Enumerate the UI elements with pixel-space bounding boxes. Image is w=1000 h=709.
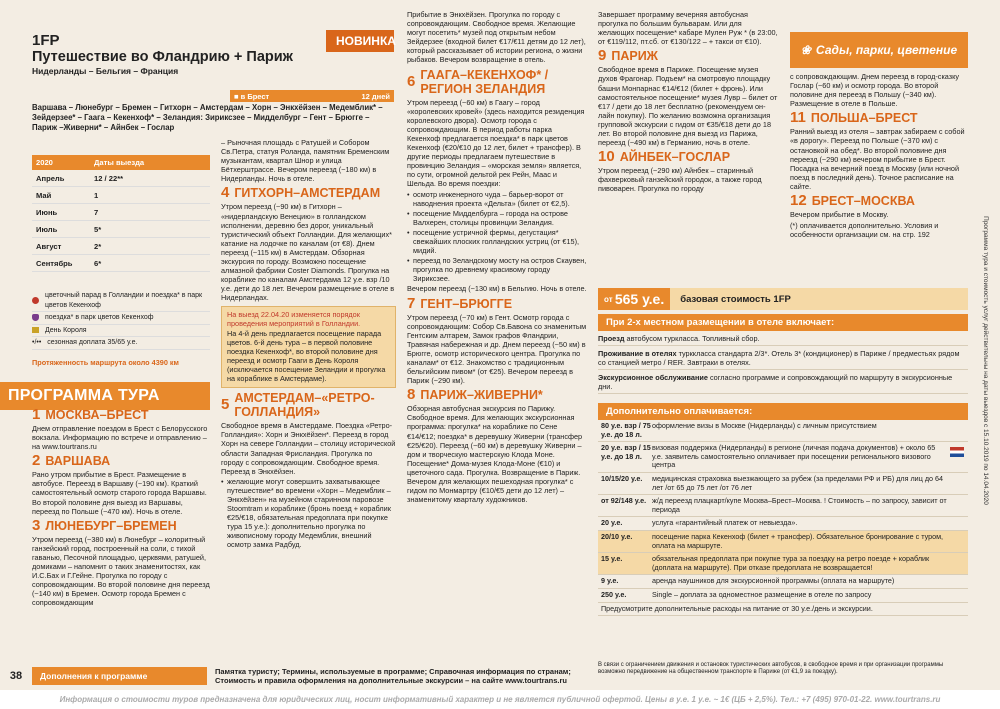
bus-icon: ■ bbox=[234, 91, 239, 101]
day-text: Утром переезд (~70 км) в Гент. Осмотр города с сопровождающим: Собор Св.Бавона со знаменитым Гентским алтарем, Замок графов Фландрии, Травяная набережная и др. Днем переезд (~50 км) в Брюгге, осмотр исторического центра. Прогулка по каналам* от €12. Знакомство с традиционным бельгийским пивом* (от €25). Вечером переезд в Париж (~290 км). bbox=[407, 312, 587, 386]
extra-row bbox=[598, 531, 968, 553]
day-3 bbox=[32, 516, 210, 608]
legend-item bbox=[32, 312, 210, 325]
column-2 bbox=[221, 138, 396, 658]
included-item bbox=[598, 332, 968, 346]
column-5 bbox=[790, 72, 968, 287]
dot-icon: •/•• bbox=[32, 339, 42, 346]
footer-bar bbox=[0, 667, 585, 685]
price-from: от 565 у.е. bbox=[598, 288, 670, 310]
month: Август bbox=[36, 241, 62, 251]
dates-row bbox=[32, 187, 210, 204]
disclaimer: Информация о стоимости туров предназначена для юридических лиц, носит информативный характер и не является публичной офертой. Цены в у.е. 1 у.е. ~ 1€ (ЦБ + 2,5%). Тел.: +7 (495) 970-01-22. www.tourtrans.ru bbox=[0, 690, 1000, 709]
day-number: 3 bbox=[32, 516, 41, 534]
extra-footnote: Предусмотрите дополнительные расходы на питание от 30 у.е./день и экскурсии. bbox=[598, 603, 968, 617]
legend-text: цветочный парад в Голландии и поездка* в парк цветов Кекенхоф bbox=[45, 292, 203, 309]
column-3 bbox=[407, 10, 587, 660]
notice-body: На 4-й день предлагается посещение парада цветов. 6-й день тура – в первой половине поездка Кекенхоф*, во второй половине дня переезд и осмотр Гааги в День Короля (исключается посещение Зеландии и прогулка на кораблике в Амстердаме). bbox=[227, 328, 386, 384]
day-title: ПАРИЖ bbox=[611, 49, 658, 64]
dates-row bbox=[32, 221, 210, 238]
day6-list-item: • посещение устричной фермы, дегустация* свежайших плоских голландских устриц (от €15), мидий. bbox=[407, 228, 587, 255]
day6-end: Вечером переезд (~130 км) в Бельгию. Ночь в отеле. bbox=[407, 284, 587, 294]
extra-desc: оформление визы в Москве (Нидерланды) с личным присутствием bbox=[652, 421, 877, 430]
included-key: Проезд bbox=[598, 334, 625, 343]
day-text: Днем отправление поездом в Брест с Белорусского вокзала. Информацию по встрече и отправлению – на www.tourtrans.ru bbox=[32, 424, 208, 452]
flower-icon bbox=[32, 297, 39, 304]
day-text: Утром переезд (~60 км) в Гаагу – город «королевских кровей» (здесь находится резиденция королевского двора). Осмотр города с сопровождающим. В период работы парка Кекенхоф предлагается поездка* в парк цветов Кекенхоф (€20/€10 до 12 лет, билет + трансфер). В другие периоды предлагаем путешествие в провинцию Зеландия – «морская земля» является, по сути, огромной дельтой рек Рейн, Маас и Шельда. Во время поездки: bbox=[407, 97, 585, 189]
day-title: ЛЮНЕБУРГ–БРЕМЕН bbox=[45, 518, 177, 533]
day-title: ВАРШАВА bbox=[45, 454, 111, 469]
crown-icon bbox=[32, 327, 39, 333]
extra-price: 9 у.е. bbox=[601, 576, 619, 586]
extra-desc: Single – доплата за одноместное размещение в отеле по запросу bbox=[652, 589, 872, 599]
day-title: МОСКВА–БРЕСТ bbox=[45, 408, 149, 422]
day-text: Ранний выезд из отеля – завтрак забираем с собой «в дорогу». Переезд по Польше (~370 км) с остановкой на обед*. Во второй половине дня переезд (~290 км) вечером прибытие в Брест. Посадка на вечерний поезд в Москву (или ночной поезд в последний день). Точное расписание на сайте. bbox=[790, 127, 965, 191]
tour-code: 1FP bbox=[32, 32, 60, 49]
day-number: 6 bbox=[407, 72, 416, 90]
price-bar bbox=[598, 288, 968, 310]
day-6 bbox=[407, 68, 587, 189]
price-amount: 565 у.е. bbox=[614, 291, 665, 307]
day-number: 7 bbox=[407, 294, 416, 312]
extra-row bbox=[598, 575, 968, 589]
day-title: ГИТХОРН–АМСТЕРДАМ bbox=[234, 186, 381, 201]
day-number: 8 bbox=[407, 386, 416, 404]
day-number: 5 bbox=[221, 396, 230, 414]
month: Июль bbox=[36, 224, 58, 234]
day6-list-item: • переезд по Зеландскому мосту на остров Скаувен, прогулка по древнему красивому городу Зириксзее. bbox=[407, 256, 587, 283]
included-key: Проживание в отелях bbox=[598, 349, 677, 358]
day-number: 10 bbox=[598, 148, 615, 166]
day6-list-item: • посещение Мидделбурга – города на острове Валхерен, столицы провинции Зеландия. bbox=[407, 209, 587, 227]
day-text: Утром переезд (~90 км) в Гитхорн – «нидерландскую Венецию» в голландском исполнении, деревню без дорог, уникальный туристический объект Голландии. Для желающих* катание на лодочке по каналам (от €8). Днем переезд (~115 км) в Амстердам. Обзорная экскурсия по городу. Возможно посещение алмазной фабрики Coster Diamonds. Прогулка на кораблике по каналам Амстердама 12 у.е. взр /10 у.е. дети до 18 лет. Вечером размещение в отеле в Нидерландах. bbox=[221, 202, 395, 303]
col4-top: Завершает программу вечерняя автобусная прогулка по большим бульварам. Или для желающих посещение* кабаре Мулен Руж * (в 23:00, от €119/112, пт.сб. от €130/122 – + такси от €10). bbox=[598, 10, 778, 47]
fine-print: В связи с ограничением движения и остановок туристических автобусов, в свободное время и при организации программы возможно передвижение на общественном транспорте в Париже (от €1,9 за поездку). bbox=[598, 662, 944, 676]
day-text: Свободное время в Амстердаме. Поездка «Ретро-Голландия»: Хорн и Энкхёйзен*. Переезд в город Хорн на севере Голландии – столицу исторической области Западная Фрисландия. Прогулка по городу с сопровождающим. Свободное время. Переезд в Энкхёйзен. bbox=[221, 421, 396, 476]
day-4 bbox=[221, 186, 396, 302]
date-value[interactable]: 1 bbox=[94, 190, 99, 200]
day-heading bbox=[598, 150, 778, 164]
extra-price: 250 у.е. bbox=[601, 589, 627, 599]
day-heading bbox=[32, 454, 210, 468]
dates-row bbox=[32, 255, 210, 272]
day10-continued: с сопровождающим. Днем переезд в город-сказку Гослар (~60 км) и осмотр города. Во второй половине дня переезд в Польшу (~340 км). Размещение в отеле в Польше. bbox=[790, 72, 960, 109]
route-length: Протяженность маршрута около 4390 км bbox=[32, 358, 179, 367]
day-heading bbox=[221, 186, 396, 200]
month: Июнь bbox=[36, 207, 58, 217]
extra-desc: посещение парка Кекенхоф (билет + трансфер). Обязательное бронирование с туром, оплата на маршруте. bbox=[652, 531, 944, 550]
day-number: 2 bbox=[32, 452, 41, 470]
legend bbox=[32, 290, 210, 350]
legend-item bbox=[32, 325, 210, 338]
dates-row bbox=[32, 238, 210, 255]
tulip-icon bbox=[32, 314, 39, 321]
date-value[interactable]: 6* bbox=[94, 258, 102, 268]
day-12 bbox=[790, 194, 968, 219]
included-header: При 2-х местном размещении в отеле включает: bbox=[598, 314, 968, 331]
extra-price: от 92/148 у.е. bbox=[601, 496, 647, 506]
flower-branch-icon: ❀ bbox=[800, 43, 811, 57]
notice-head: На выезд 22.04.20 изменяется порядок проведения мероприятий в Голландии. bbox=[227, 309, 361, 328]
extra-row bbox=[598, 473, 968, 495]
day-heading bbox=[32, 408, 210, 422]
page-number: 38 bbox=[9, 670, 23, 682]
included-value: согласно программе и сопровождающий по маршруту в экскурсионные дни. bbox=[598, 373, 953, 391]
new-badge: НОВИНКА bbox=[326, 30, 394, 52]
tour-countries: Нидерланды – Бельгия – Франция bbox=[32, 66, 179, 77]
day3-continued: – Рыночная площадь с Ратушей и Собором Св.Петра, статуя Роланда, памятник Бременским музыкантам, квартал Шнор и улица Бётхерштрассе. Вечером переезд (~180 км) в Нидерланды. Ночь в отеле. bbox=[221, 138, 390, 184]
date-value[interactable]: 2* bbox=[94, 241, 102, 251]
transport-mode: в Брест bbox=[240, 91, 270, 101]
price-label: базовая стоимость 1FP bbox=[680, 293, 791, 305]
column-1-days bbox=[32, 405, 210, 665]
footer-links[interactable]: Памятка туристу; Термины, используемые в программе; Справочная информация по странам; Стоимость и правила оформления на дополнительные экскурсии – на сайте www.tourtrans.ru bbox=[215, 667, 571, 685]
day-7 bbox=[407, 294, 587, 386]
day-text: Утром переезд (~290 км) Айнбек – старинный фахверковый ганзейский городок, а также город пивоварен. Прогулка по городу bbox=[598, 166, 762, 194]
day-number: 9 bbox=[598, 47, 607, 65]
day-title: АМСТЕРДАМ–«РЕТРО-ГОЛЛАНДИЯ» bbox=[234, 391, 375, 420]
legend-text: поездка* в парк цветов Кекенхоф bbox=[45, 314, 154, 321]
extra-desc: услуга «гарантийный платеж от невыезда». bbox=[652, 518, 798, 528]
tour-duration: 12 дней bbox=[361, 91, 390, 101]
month: Май bbox=[36, 190, 52, 200]
day-title: ПОЛЬША–БРЕСТ bbox=[810, 111, 918, 126]
extra-price: 80 у.е. взр / 75 у.е. до 18 л. bbox=[601, 421, 651, 439]
included-value: турккласса стандарта 2/3*. Отель 3* (кондиционер) в Париже / предместьях рядом со станцией метро / RER. Завтраки в отелях. bbox=[598, 349, 960, 367]
dates-year: 2020 bbox=[36, 158, 53, 167]
date-value[interactable]: 12 / 22** bbox=[94, 173, 124, 183]
day-1 bbox=[32, 408, 210, 451]
day-number: 1 bbox=[32, 406, 41, 423]
date-value[interactable]: 5* bbox=[94, 224, 102, 234]
side-note-wrap bbox=[976, 60, 994, 660]
dates-row bbox=[32, 170, 210, 187]
day-text: Рано утром прибытие в Брест. Размещение в автобусе. Переезд в Варшаву (~190 км). Краткий самостоятельный осмотр старого города Варшавы. Во второй половине дня выезд из Варшавы, переезд по Польше (~470 км). Ночь в отеле. bbox=[32, 470, 207, 516]
legend-text: День Короля bbox=[45, 326, 87, 334]
dates-header: Даты выезда bbox=[94, 158, 145, 167]
day-text: Свободное время в Париже. Посещение музея духов Фрагонар. Подъем* на смотровую площадку башни Монпарнас €14/€12 (билет + фронь). Или самостоятельное посещение* музея Лувр – билет от €17 / дети до 18 лет бесплатно (рекомендуем он-лайн покупку). По желанию возможна организация групповой экскурсии с гидом от €35/€18 дети до 18 лет. Во второй половине дня выезд из Парижа, переезд (~490 км) в Германию, ночь в отеле. bbox=[598, 65, 778, 148]
extra-price: 10/15/20 у.е. bbox=[601, 473, 643, 483]
day-title: БРЕСТ–МОСКВА bbox=[811, 194, 915, 209]
day-heading bbox=[598, 49, 778, 63]
extra-price: 20 у.е. bbox=[601, 518, 623, 528]
day-heading bbox=[407, 68, 587, 96]
more-info-link[interactable]: Дополнения к программе bbox=[32, 667, 207, 685]
day-heading bbox=[32, 516, 210, 534]
extra-desc: аренда наушников для экскурсионной программы (оплата на маршруте) bbox=[652, 576, 895, 586]
netherlands-flag-icon bbox=[950, 447, 964, 457]
day-5 bbox=[221, 391, 396, 476]
extra-table bbox=[598, 420, 968, 616]
day-2 bbox=[32, 454, 210, 515]
program-title: ПРОГРАММА ТУРА bbox=[0, 382, 210, 410]
extra-row bbox=[598, 495, 968, 517]
day-heading bbox=[790, 194, 968, 208]
day-9 bbox=[598, 49, 778, 147]
column-4 bbox=[598, 10, 778, 280]
dates-table bbox=[32, 155, 210, 272]
included-item bbox=[598, 347, 968, 370]
extra-price: 15 у.е. bbox=[601, 554, 623, 564]
day-number: 12 bbox=[790, 192, 807, 210]
day-heading bbox=[790, 111, 968, 125]
legend-item bbox=[32, 290, 210, 312]
day6-list-item: • осмотр инженерного чуда – барьер-ворот от наводнения проекта «Дельта» (билет от €2,5). bbox=[407, 190, 587, 208]
day-heading bbox=[407, 388, 587, 402]
month: Сентябрь bbox=[36, 258, 73, 268]
day-number: 11 bbox=[790, 109, 806, 127]
day-10 bbox=[598, 150, 778, 193]
month: Апрель bbox=[36, 173, 65, 183]
day5-list-item: • желающие могут совершить захватывающее путешествие* во времени «Хорн – Медемблик – Энкхёйзен» на музейном старинном паровозе Stoomtram и кораблике (бронь поезд + кораблик €25/€18, обязательная предоплата при покупке тура 15 у.е.): дополнительно прогулка по живописному городу Медемблик, внешний осмотр замка Радбуд. bbox=[221, 477, 396, 550]
extra-desc: ж/д переезд плацкарт/купе Москва–Брест–Москва. ! Стоимость – по запросу, зависит от периода bbox=[652, 496, 947, 514]
day-number: 4 bbox=[221, 184, 230, 202]
day-8 bbox=[407, 388, 587, 504]
gardens-tag bbox=[790, 32, 968, 68]
included-key: Экскурсионное обслуживание bbox=[598, 373, 708, 382]
day-heading bbox=[407, 294, 587, 312]
extra-header: Дополнительно оплачивается: bbox=[598, 403, 968, 420]
included-item bbox=[598, 371, 968, 394]
date-value[interactable]: 7 bbox=[94, 207, 99, 217]
day-title: АЙНБЕК–ГОСЛАР bbox=[619, 150, 731, 165]
transport-bar bbox=[230, 90, 394, 102]
dates-row bbox=[32, 204, 210, 221]
day-text: Обзорная автобусная экскурсия по Парижу. Свободное время. Для желающих экскурсионная программа: прогулка* на кораблике по Сене €14/€12; поездка* в деревушку Живерни (трансфер €25/€20). Переезд (~60 км) в деревушку Живерни – дом и творческую мастерскую Клода Моне. Посещение* Дома-музея Клода-Моне (€10) и цветочного сада. Прогулка. Возвращение в Париж. Вечером для желающих пешеходная прогулка* с гидом по Монмартру (€10/€5 дети до 12 лет) – знаменитому кварталу художников. bbox=[407, 404, 583, 505]
day-11 bbox=[790, 111, 968, 191]
notice-box bbox=[221, 306, 396, 389]
col3-top: Прибытие в Энкхёйзен. Прогулка по городу с сопровождающим. Свободное время. Желающие могут посетить* музей под открытым небом Зейдерзее (входной билет €17/€11 детям до 12 лет), который рассказывает об истории региона, о жизни рыбаков. Вечером возвращение в отель. bbox=[407, 10, 586, 65]
extra-desc: визовая поддержка (Нидерланды) в регионе (личная подача документов) + около 65 у.е. заявитель самостоятельно оплачивает при посещении регионального визового центра bbox=[652, 443, 936, 470]
route: Варшава – Люнебург – Бремен – Гитхорн – Амстердам – Хорн – Энкхёйзен – Медемблик* – Зейдерзее* – Гаага – Кекенхоф* – Зеландия: Зириксзее – Мидделбург – Гент – Брюгге – Париж –Живерни* – Айнбек – Гослар bbox=[32, 103, 383, 132]
note: (*) оплачивается дополнительно. Условия и особенности организации см. на стр. 192 bbox=[790, 221, 939, 240]
day-title: ПАРИЖ–ЖИВЕРНИ* bbox=[420, 388, 543, 403]
day-text: Утром переезд (~380 км) в Люнебург – колоритный ганзейский город, построенный на соли, с тихой гаванью, Песочной площадью, церквями, ратушей, домиками – напомнит о таких знаменитостях, как И.С.Бах и Г.Гейне. Прогулка по городу с сопровождающим. Во второй половине дня переезд (~140 км) в Бремен. Осмотр города Бремен с сопровождающим bbox=[32, 534, 210, 608]
tour-title: Путешествие во Фландрию + Париж bbox=[32, 49, 293, 66]
day-heading bbox=[221, 391, 396, 419]
extra-row bbox=[598, 553, 968, 575]
extra-desc: медицинская страховка выезжающего за рубеж (за пределами РФ и РБ) для лиц до 64 лет /от 65 до 75 лет /от 76 лет bbox=[652, 473, 943, 492]
day-text: Вечером прибытие в Москву. bbox=[790, 210, 889, 220]
extra-row bbox=[598, 420, 968, 442]
side-note: Программа тура и стоимость услуг действительны на даты выездов с 15.10.2019 по 14.04.2020 bbox=[981, 215, 989, 505]
extra-price: 20/10 у.е. bbox=[601, 531, 633, 541]
extra-row bbox=[598, 517, 968, 531]
day-title: ГААГА–КЕКЕНХОФ* / РЕГИОН ЗЕЛАНДИЯ bbox=[420, 67, 549, 96]
included-list bbox=[598, 332, 968, 395]
legend-text: сезонная доплата 35/65 у.е. bbox=[47, 339, 138, 346]
extra-row bbox=[598, 442, 968, 473]
gardens-tag-text: Сады, парки, цветение bbox=[815, 43, 958, 57]
extra-desc: обязательная предоплата при покупке тура за поездку на ретро поезде + кораблик (доплата на маршруте). При отказе предоплата не возвращается! bbox=[652, 554, 930, 572]
day-title: ГЕНТ–БРЮГГЕ bbox=[420, 296, 513, 311]
extra-price: 20 у.е. взр / 15 у.е. до 18 л. bbox=[601, 443, 651, 461]
included-value: автобусом туркласса. Топливный сбор. bbox=[626, 334, 760, 343]
extra-row bbox=[598, 589, 968, 603]
legend-item bbox=[32, 337, 210, 350]
